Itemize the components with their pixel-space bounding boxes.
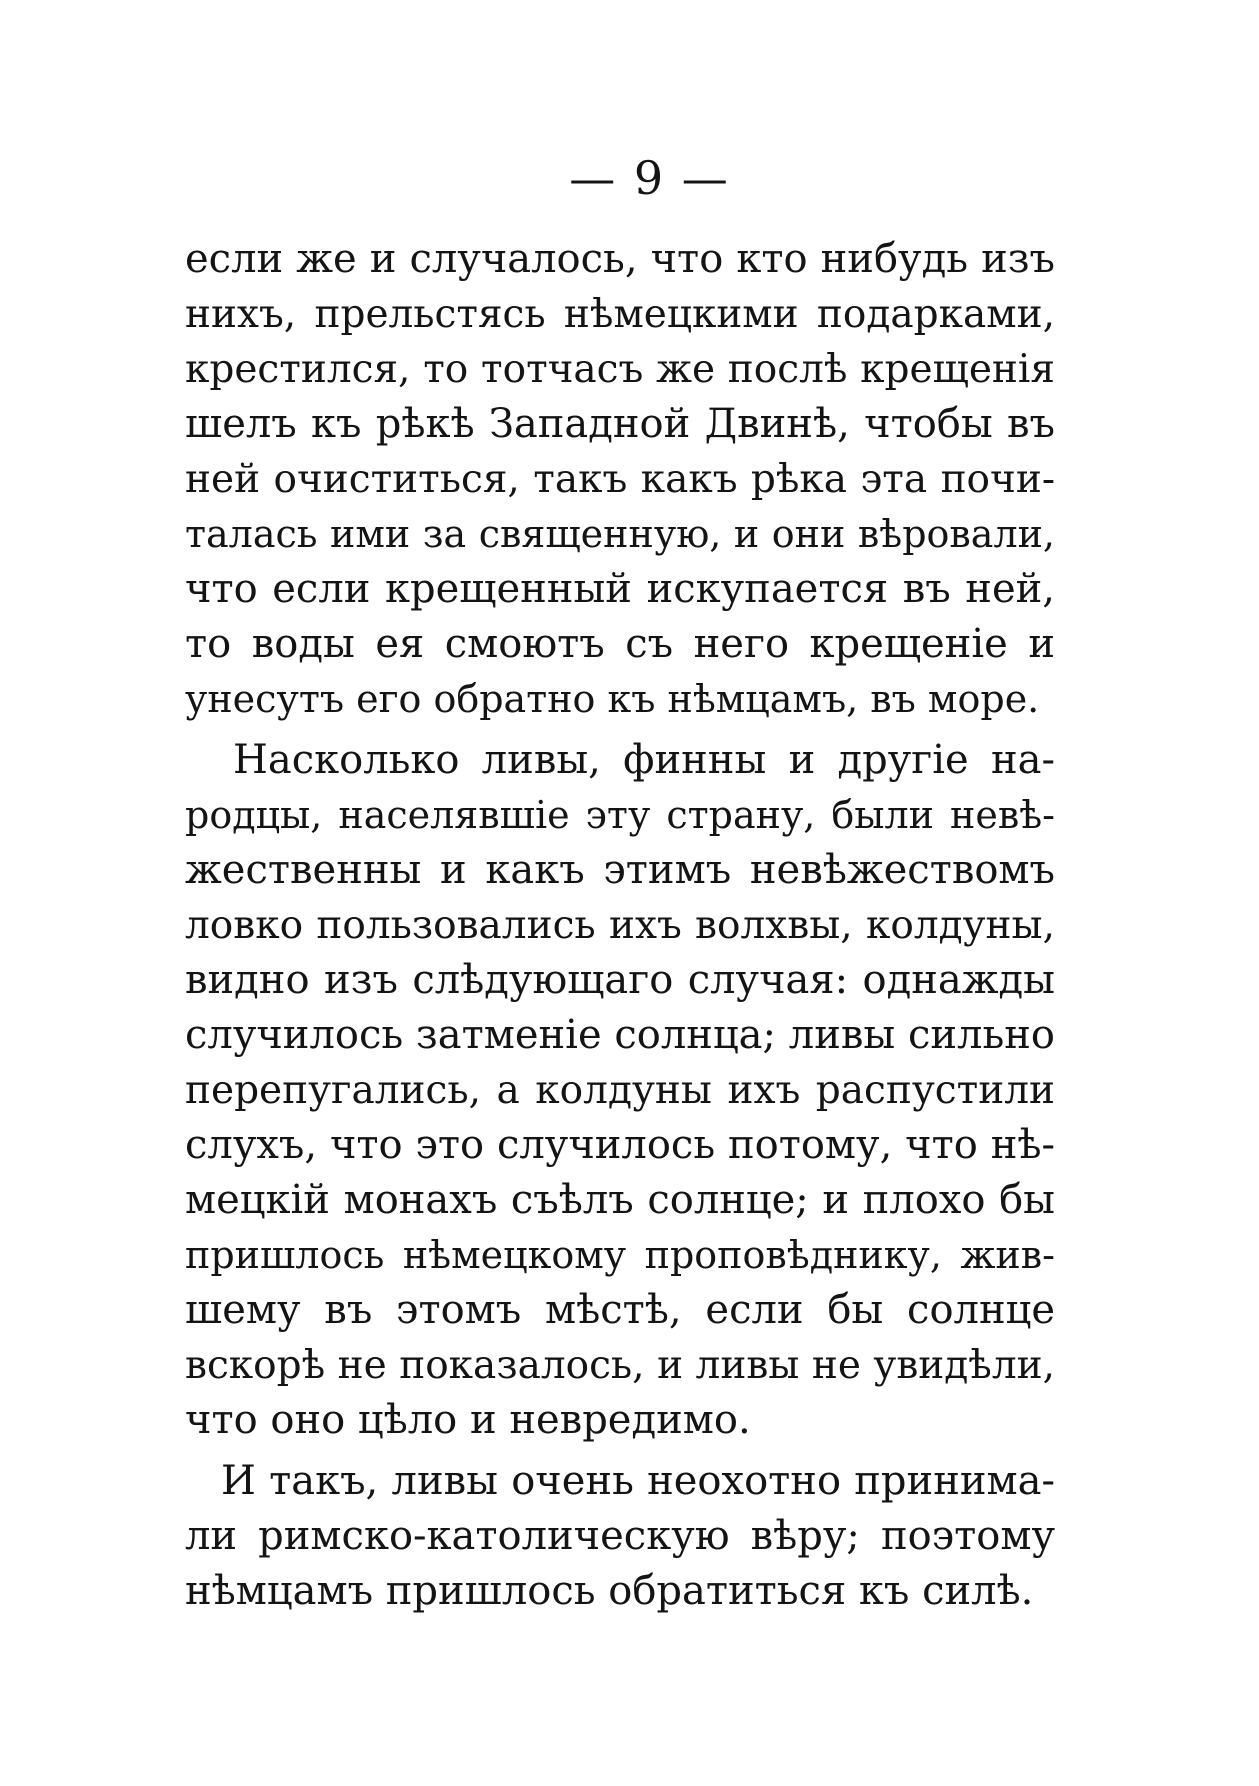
body-text	[185, 232, 1055, 1619]
text-line: шему въ этомъ мѣстѣ, если бы солнце	[185, 1287, 1055, 1333]
page-number: — 9 —	[569, 151, 730, 205]
text-line: талась ими за священную, и они вѣровали,	[185, 512, 1055, 556]
text-line: что оно цѣло и невредимо.	[185, 1397, 751, 1443]
text-line: шелъ къ рѣкѣ Западной Двинѣ, чтобы въ	[185, 401, 1055, 447]
paragraph-3	[185, 1454, 1055, 1619]
text-line: ли римско-католическую вѣру; поэтому	[185, 1513, 1055, 1559]
text-line: ней очиститься, такъ какъ рѣка эта почи-	[185, 457, 1055, 502]
text-line: случилось затменіе солнца; ливы сильно	[185, 1012, 1055, 1058]
text-line: крестился, то тотчасъ же послѣ крещенія	[185, 347, 1055, 392]
text-line: нѣмцамъ пришлось обратиться къ силѣ.	[185, 1568, 1034, 1614]
text-line: ловко пользовались ихъ волхвы, колдуны,	[185, 903, 1055, 948]
text-line: жественны и какъ этимъ невѣжествомъ	[185, 847, 1055, 893]
text-line: что если крещенный искупается въ ней,	[185, 566, 1055, 612]
text-line: вскорѣ не показалось, и ливы не увидѣли,	[185, 1343, 1055, 1388]
text-line: то воды ея смоютъ съ него крещеніе и	[185, 621, 1055, 667]
text-line: И такъ, ливы очень неохотно принима-	[221, 1458, 1055, 1504]
text-line: Насколько ливы, финны и другіе на-	[233, 737, 1055, 783]
text-line: унесутъ его обратно къ нѣмцамъ, въ море.	[185, 677, 1040, 721]
text-line: видно изъ слѣдующаго случая: однажды	[185, 957, 1055, 1003]
text-line: нихъ, прельстясь нѣмецкими подарками,	[185, 292, 1055, 337]
text-line: мецкій монахъ съѣлъ солнце; и плохо бы	[185, 1177, 1055, 1223]
text-line: перепугались, а колдуны ихъ распустили	[185, 1068, 1055, 1113]
paragraph-1	[185, 232, 1055, 727]
text-line: родцы, населявшіе эту страну, были невѣ-	[185, 793, 1055, 837]
text-line: пришлось нѣмецкому проповѣднику, жив-	[185, 1233, 1055, 1277]
text-line: слухъ, что это случилось потому, что нѣ-	[185, 1122, 1055, 1168]
text-line: если же и случалось, что кто нибудь изъ	[185, 236, 1055, 282]
paragraph-2	[185, 733, 1055, 1448]
